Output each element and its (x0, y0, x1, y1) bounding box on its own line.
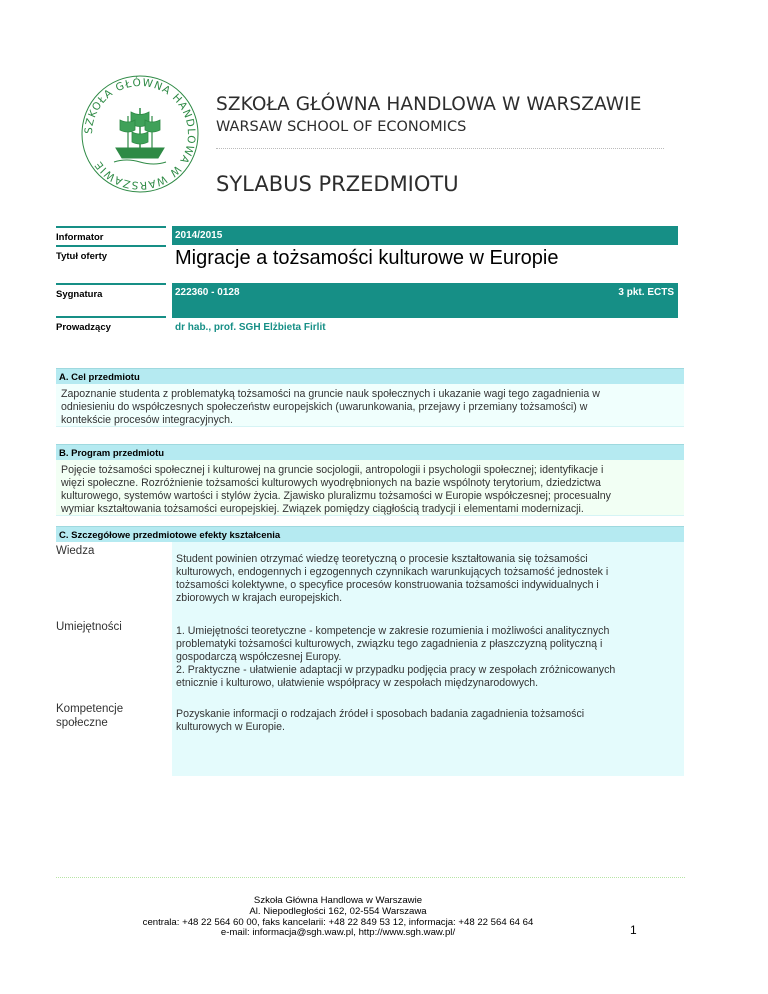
tytul-label: Tytuł oferty (56, 245, 166, 275)
informator-label: Informator (56, 226, 166, 246)
outcome-wiedza-text (176, 553, 676, 605)
footer-line: centrala: +48 22 564 60 00, faks kancelarii: +48 22 849 53 12, informacja: +48 22 564 64 64 (142, 916, 534, 928)
section-a-line: kontekście procesów integracyjnych. (61, 414, 233, 426)
outcomes-label-column (56, 542, 172, 776)
section-a-line: Zapoznanie studenta z problematyką tożsamości na gruncie nauk społecznych i ukazanie wagi tego zagadnienia w (61, 388, 600, 400)
footer-line: Szkoła Główna Handlowa w Warszawie (253, 895, 423, 906)
header-divider (216, 148, 664, 149)
section-b-line: kulturowego, systemów wartości i stylów życia. Zjawisko pluralizmu tożsamości w Europie współczesnej; procesualny (61, 490, 611, 502)
footer-line: e-mail: informacja@sgh.waw.pl, http://www.sgh.waw.pl/ (220, 927, 456, 939)
outcome-wiedza-label: Wiedza (56, 545, 95, 557)
section-b-header: B. Program przedmiotu (56, 444, 684, 460)
outcome-line: tożsamości kolektywne, o specyfice procesów konstruowania tożsamości indywidualnych i (176, 579, 599, 591)
section-b-body (56, 460, 684, 516)
section-b-line: więzi społeczne. Rozróżnienie tożsamości kulturowych wyodrębnionych na bazie wspólnoty terytorium, dziedzictwa (61, 477, 601, 489)
row-informator (56, 226, 676, 246)
course-title: Migracje a tożsamości kulturowe w Europie (175, 247, 559, 269)
outcome-line: kulturowych w Europie. (176, 721, 285, 733)
outcome-line: Student powinien otrzymać wiedzę teoretyczną o procesie kształtowania się tożsamości (176, 553, 588, 565)
section-a-header: A. Cel przedmiotu (56, 368, 684, 384)
page-title: SYLABUS PRZEDMIOTU (216, 172, 459, 196)
footer-address (108, 896, 568, 939)
footer-divider (56, 877, 685, 878)
outcome-line: kulturowych, endogennych i egzogennych czynnikach warunkujących tożsamość jednostek i (176, 566, 609, 578)
outcome-label-line: Kompetencje (56, 703, 124, 715)
section-c-header: C. Szczegółowe przedmiotowe efekty kształcenia (56, 526, 684, 542)
outcome-line: etnicznie i kulturowo, ułatwienie współpracy w zespołach międzynarodowych. (176, 677, 539, 689)
tytul-value-box (172, 245, 678, 275)
footer-line: Al. Niepodległości 162, 02-554 Warszawa (249, 905, 427, 917)
outcome-line: 1. Umiejętności teoretyczne - kompetencje w zakresie rozumienia i możliwości analitycznych (176, 625, 610, 637)
sygnatura-value: 222360 - 0128 (175, 287, 240, 298)
prowadzacy-label: Prowadzący (56, 316, 166, 362)
ects-value: 3 pkt. ECTS (618, 287, 674, 298)
informator-value: 2014/2015 (172, 226, 678, 246)
school-name-pl: SZKOŁA GŁÓWNA HANDLOWA W WARSZAWIE (216, 94, 642, 115)
outcome-label-line: społeczne (56, 717, 108, 729)
row-sygnatura (56, 283, 676, 317)
outcome-line: Pozyskanie informacji o rodzajach źródeł i sposobach badania zagadnienia tożsamości (176, 708, 585, 720)
outcome-line: zbiorowych w krajach europejskich. (176, 592, 343, 604)
seal-ring-text: SZKOŁA GŁÓWNA HANDLOWA W WARSZAWIE (82, 76, 198, 192)
sygnatura-label: Sygnatura (56, 283, 166, 317)
school-name-en: WARSAW SCHOOL OF ECONOMICS (216, 119, 467, 135)
outcome-kompetencje-label (56, 702, 123, 730)
sgh-seal-logo (78, 72, 202, 196)
sygnatura-value-box (172, 283, 678, 317)
ship-emblem-icon (114, 108, 166, 164)
prowadzacy-value-box (172, 316, 678, 362)
section-b-line: wymiar kształtowania tożsamości europejskiej. Związek pomiędzy ciągłością tradycji i elementami modernizacji. (61, 503, 584, 515)
outcome-umiejetnosci-label: Umiejętności (56, 621, 122, 633)
row-tytul (56, 245, 676, 275)
outcome-line: problematyki tożsamości kulturowych, związku tego zagadnienia z płaszczyzną polityczną i (176, 638, 603, 650)
page-number: 1 (630, 923, 637, 937)
outcome-line: 2. Praktyczne - ułatwienie adaptacji w przypadku podjęcia pracy w zespołach zróżnicowanych (176, 664, 616, 676)
outcome-kompetencje-text (176, 708, 676, 734)
section-a-body (56, 384, 684, 427)
outcome-umiejetnosci-text (176, 625, 676, 690)
section-a-line: odniesieniu do współczesnych społeczeństw europejskich (uwarunkowania, przejawy i przemiany tożsamości) w (61, 401, 588, 413)
row-prowadzacy (56, 316, 676, 362)
section-b-line: Pojęcie tożsamości społecznej i kulturowej na gruncie socjologii, antropologii i psychologii społecznej; identyfikacje i (61, 464, 604, 476)
outcome-line: gospodarczą współczesnej Europy. (176, 651, 342, 663)
learning-outcomes-table (56, 542, 684, 776)
lecturer-name: dr hab., prof. SGH Elżbieta Firlit (175, 322, 326, 333)
